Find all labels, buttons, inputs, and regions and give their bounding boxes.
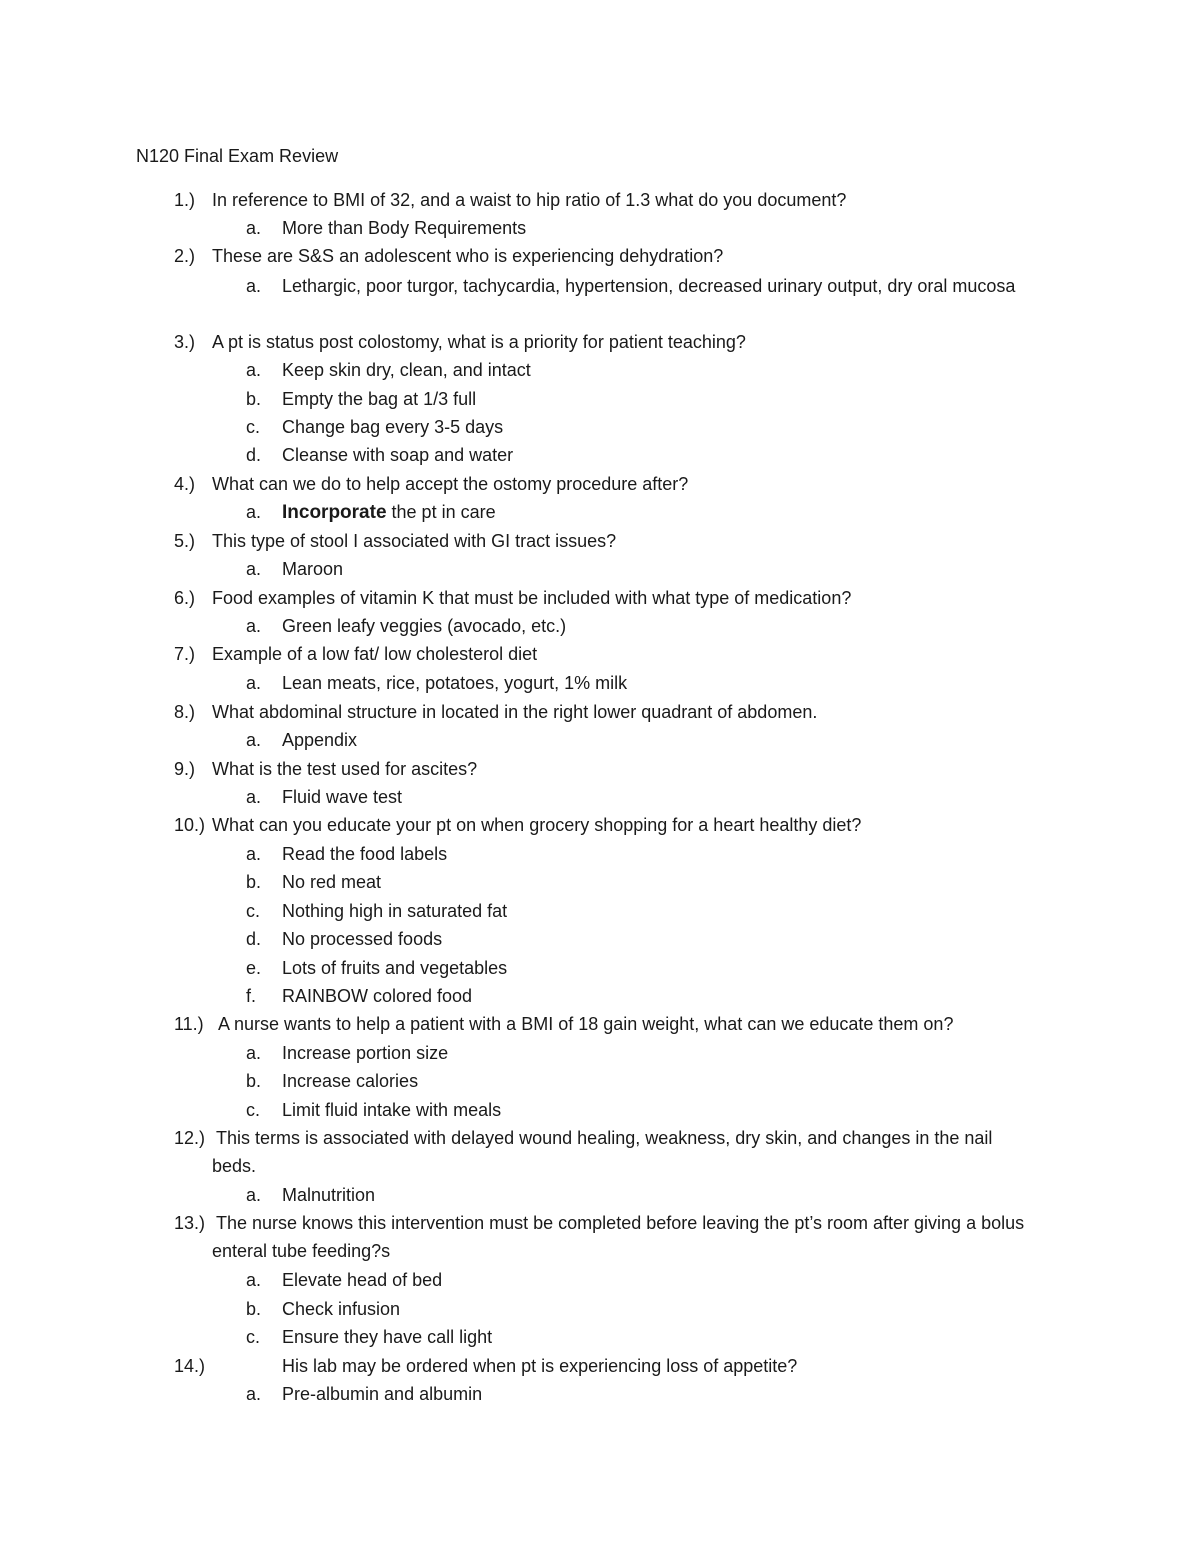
answer-letter: c.	[246, 901, 261, 921]
question-number: 1.)	[174, 190, 196, 210]
answer-text: Lean meats, rice, potatoes, yogurt, 1% milk	[282, 673, 628, 693]
answer-text: Empty the bag at 1/3 full	[282, 389, 477, 409]
question-text: The nurse knows this intervention must be completed before leaving the pt’s room after giving a bolus enteral tube feeding?s	[212, 1213, 1025, 1262]
answer-text: Malnutrition	[282, 1185, 376, 1205]
answer-letter: a.	[246, 1270, 262, 1290]
document-title: N120 Final Exam Review	[136, 146, 339, 166]
question-number: 7.)	[174, 644, 196, 664]
answer-letter: a.	[246, 730, 262, 750]
question-text: In reference to BMI of 32, and a waist to hip ratio of 1.3 what do you document?	[212, 190, 847, 210]
answer-text: Lethargic, poor turgor, tachycardia, hypertension, decreased urinary output, dry oral mucosa	[282, 276, 1016, 296]
answer-letter: a.	[246, 218, 262, 238]
answer-letter: b.	[246, 1071, 262, 1091]
answer-text-rest: the pt in care	[386, 502, 496, 522]
question-text: What abdominal structure in located in the right lower quadrant of abdomen.	[212, 702, 818, 722]
answer-letter: b.	[246, 1299, 262, 1319]
question-text: This terms is associated with delayed wound healing, weakness, dry skin, and changes in the nail beds.	[212, 1128, 993, 1177]
answer-letter: b.	[246, 872, 262, 892]
question-number: 10.)	[174, 815, 206, 835]
answer-text: Increase calories	[282, 1071, 419, 1091]
question-text: Example of a low fat/ low cholesterol diet	[212, 644, 538, 664]
question-number: 14.)	[174, 1356, 206, 1376]
answer-text: Green leafy veggies (avocado, etc.)	[282, 616, 567, 636]
question-text: What can you educate your pt on when grocery shopping for a heart healthy diet?	[212, 815, 862, 835]
answer-text: No red meat	[282, 872, 382, 892]
answer-text: Cleanse with soap and water	[282, 445, 514, 465]
question-text: Food examples of vitamin K that must be included with what type of medication?	[212, 588, 852, 608]
answer-text: Limit fluid intake with meals	[282, 1100, 502, 1120]
answer-letter: a.	[246, 844, 262, 864]
question-text: This type of stool I associated with GI tract issues?	[212, 531, 617, 551]
question-number: 5.)	[174, 531, 196, 551]
answer-text: RAINBOW colored food	[282, 986, 473, 1006]
answer-letter: a.	[246, 502, 262, 522]
question-text: A pt is status post colostomy, what is a priority for patient teaching?	[212, 332, 746, 352]
answer-text: Lots of fruits and vegetables	[282, 958, 508, 978]
answer-text: Elevate head of bed	[282, 1270, 443, 1290]
question-number: 3.)	[174, 332, 196, 352]
answer-text: Fluid wave test	[282, 787, 403, 807]
bold-word: Incorporate	[282, 502, 387, 523]
question-number: 12.)	[174, 1128, 206, 1148]
answer-letter: c.	[246, 417, 261, 437]
answer-letter: a.	[246, 673, 262, 693]
answer-text: Pre-albumin and albumin	[282, 1384, 483, 1404]
answer-letter: a.	[246, 276, 262, 296]
answer-letter: a.	[246, 616, 262, 636]
answer-text: Increase portion size	[282, 1043, 449, 1063]
question-text: What is the test used for ascites?	[212, 759, 478, 779]
answer-text: Keep skin dry, clean, and intact	[282, 360, 531, 380]
question-text: A nurse wants to help a patient with a BMI of 18 gain weight, what can we educate them on?	[218, 1014, 954, 1034]
answer-letter: a.	[246, 1185, 262, 1205]
question-number: 4.)	[174, 474, 196, 494]
question-number: 2.)	[174, 246, 196, 266]
answer-letter: f.	[246, 986, 257, 1006]
answer-letter: c.	[246, 1100, 261, 1120]
answer-letter: d.	[246, 929, 262, 949]
answer-text: More than Body Requirements	[282, 218, 527, 238]
question-number: 11.)	[174, 1014, 204, 1034]
answer-letter: d.	[246, 445, 262, 465]
question-text: What can we do to help accept the ostomy procedure after?	[212, 474, 689, 494]
answer-text: Nothing high in saturated fat	[282, 901, 508, 921]
answer-letter: a.	[246, 360, 262, 380]
answer-text: Check infusion	[282, 1299, 401, 1319]
answer-letter: a.	[246, 1043, 262, 1063]
answer-letter: c.	[246, 1327, 261, 1347]
answer-text: Maroon	[282, 559, 344, 579]
answer-letter: a.	[246, 559, 262, 579]
answer-letter: a.	[246, 1384, 262, 1404]
question-number: 9.)	[174, 759, 196, 779]
question-number: 6.)	[174, 588, 196, 608]
answer-text: No processed foods	[282, 929, 443, 949]
answer-text: Appendix	[282, 730, 358, 750]
answer-letter: e.	[246, 958, 262, 978]
answer-text: Change bag every 3-5 days	[282, 417, 504, 437]
question-number: 8.)	[174, 702, 196, 722]
question-text: These are S&S an adolescent who is experiencing dehydration?	[212, 246, 724, 266]
question-text: His lab may be ordered when pt is experiencing loss of appetite?	[282, 1356, 798, 1376]
question-number: 13.)	[174, 1213, 206, 1233]
answer-text: Ensure they have call light	[282, 1327, 493, 1347]
answer-text: Read the food labels	[282, 844, 448, 864]
answer-letter: b.	[246, 389, 262, 409]
answer-letter: a.	[246, 787, 262, 807]
answer-text	[282, 498, 1042, 527]
